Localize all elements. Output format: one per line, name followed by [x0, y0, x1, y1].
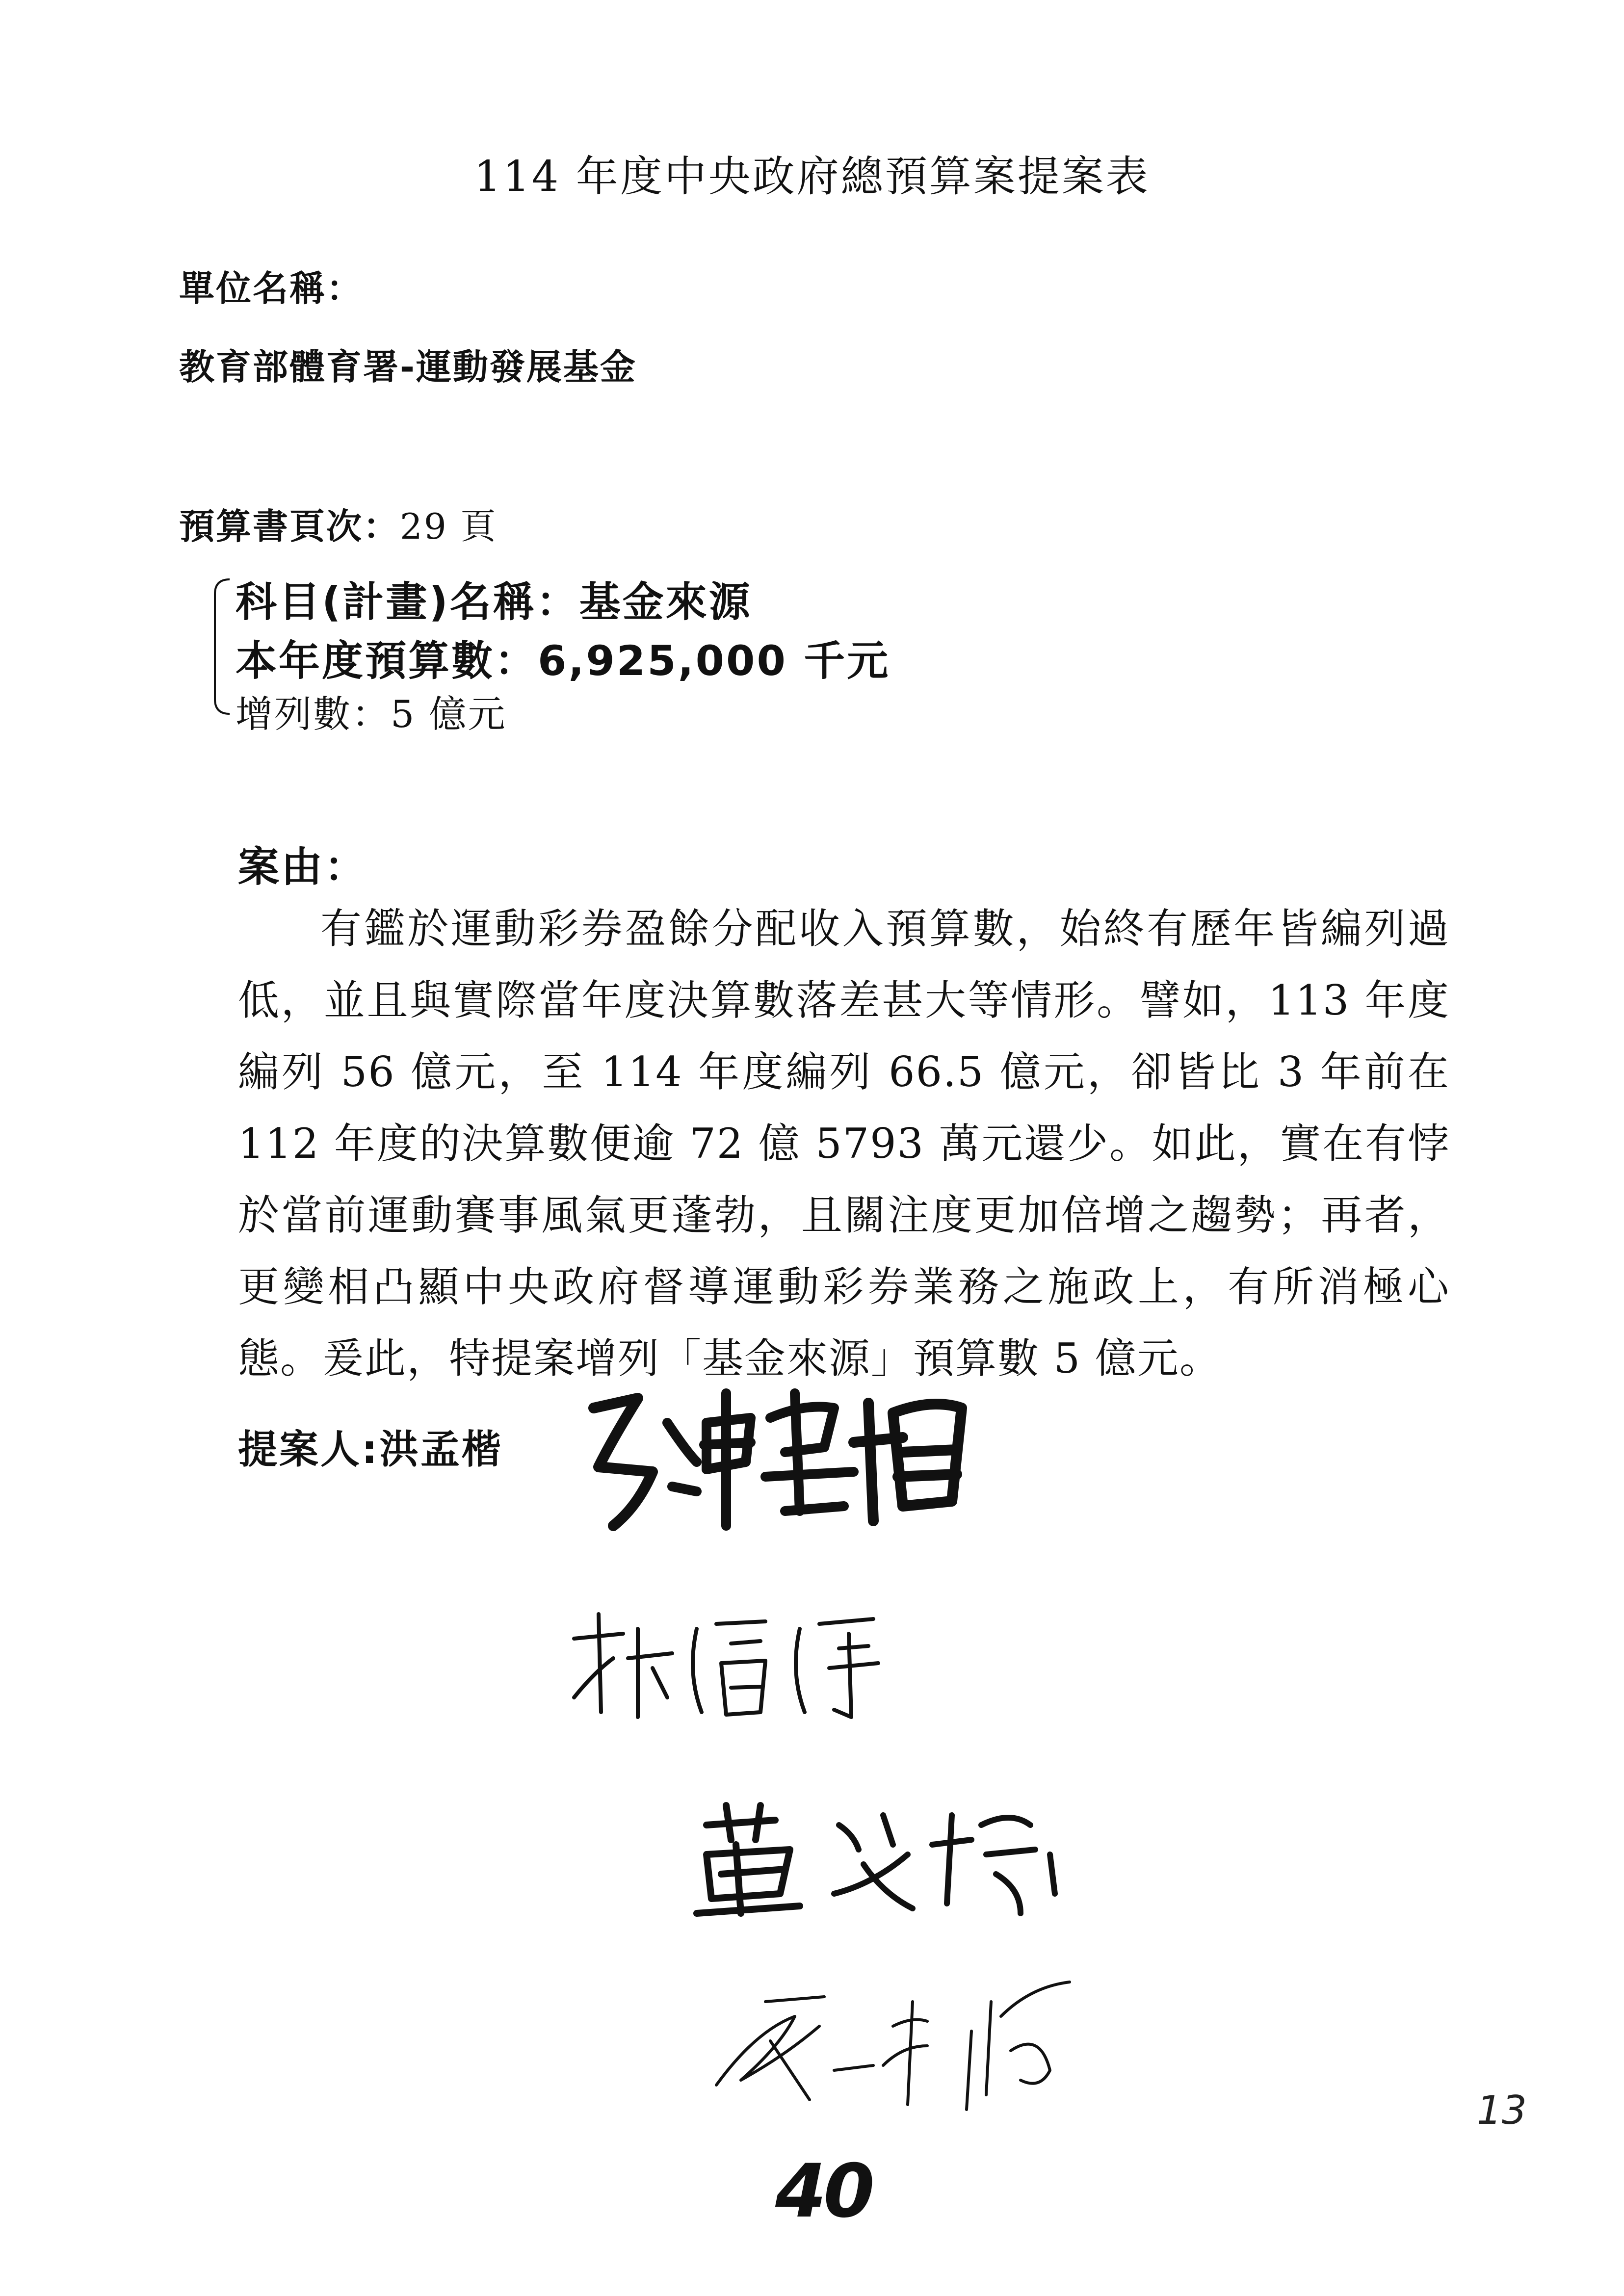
page-title: 114 年度中央政府總預算案提案表 [474, 152, 1150, 201]
current-budget: 本年度預算數：6,925,000 千元 [236, 637, 891, 685]
unit-name: 教育部體育署-運動發展基金 [179, 346, 637, 388]
item-name: 科目(計畫)名稱：基金來源 [236, 578, 752, 626]
reason-text: 有鑑於運動彩券盈餘分配收入預算數，始終有歷年皆編列過低，並且與實際當年度決算數落差甚大等情形。譬如，113 年度編列 56 億元，至 114 年度編列 66.5 億元，卻皆比 3 年前在 112 年度的決算數便逾 72 億 5793 萬元還少。如此，實在有悖於當前運動賽事風氣更蓬勃，且關注度更加倍增之趨勢；再者，更變相凸顯中央政府督導運動彩券業務之施政上，有所消極心態。爰此，特提案增列「基金來源」預算數 5 億元。 [238, 905, 1450, 1383]
proposer-label: 提案人:洪孟楷 [238, 1427, 503, 1472]
increase-amount: 增列數：5 億元 [236, 692, 507, 736]
page-reference-label: 預算書頁次： [179, 506, 400, 547]
proposer-signature [579, 1364, 996, 1540]
reason-label: 案由： [238, 843, 368, 891]
handwritten-note: 40 [775, 2149, 872, 2234]
cosigner-signature-2 [677, 1796, 1079, 1923]
cosigner-signature-1 [554, 1599, 947, 1727]
page-reference-value: 29 頁 [400, 506, 498, 547]
item-bracket [211, 576, 231, 716]
page-reference [179, 498, 498, 549]
cosigner-signature-3 [697, 1972, 1099, 2129]
page-number: 13 [1477, 2087, 1527, 2133]
unit-label: 單位名稱： [179, 268, 364, 309]
